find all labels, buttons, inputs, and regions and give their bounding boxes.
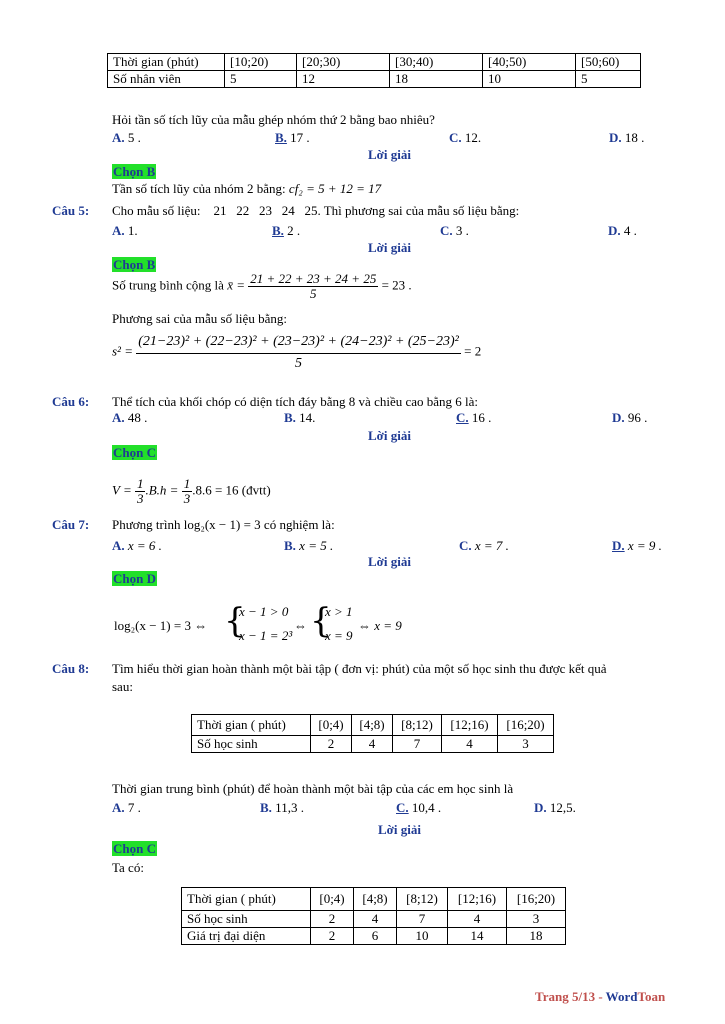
table-cell: 18 xyxy=(507,928,566,945)
question-text: Phương trình log₂(x − 1) = 3 có nghiệm là: xyxy=(112,517,335,532)
answer-choice: Chọn D xyxy=(113,571,156,586)
question-text: sau: xyxy=(112,679,133,694)
answer-choice: Chọn B xyxy=(113,257,156,272)
option-b: B. 11,3 . xyxy=(260,800,304,815)
time-table-with-midpoints xyxy=(181,887,566,945)
question-text: Thời gian trung bình (phút) để hoàn thành một bài tập của các em học sinh là xyxy=(112,781,514,796)
table-cell: 18 xyxy=(390,71,483,88)
volume-formula: V = $\frac{1}{3}$ .B.h = $\frac{1}{3}$ .8.6 = 16 (đvtt) xyxy=(112,476,271,506)
mean-formula: Số trung bình cộng là x̄ = $\frac{21 + 22 + 23 + 24 + 25}{5}$ = 23 . xyxy=(112,271,412,301)
table-cell: 3 xyxy=(498,736,554,753)
system-line: x = 9 xyxy=(325,628,353,643)
question-text: Thể tích của khối chóp có diện tích đáy bằng 8 và chiều cao bằng 6 là: xyxy=(112,394,479,409)
final-answer: ⇔ x = 9 xyxy=(358,618,402,633)
option-c: C. 3 . xyxy=(440,223,469,238)
table-cell: 2 xyxy=(311,928,354,945)
log-equation: log₂(x − 1) = 3 ⇔ xyxy=(114,618,208,633)
table-cell: [50;60) xyxy=(576,54,641,71)
table-cell: [16;20) xyxy=(498,715,554,736)
question-label: Câu 6: xyxy=(52,394,90,409)
solution-heading: Lời giải xyxy=(368,554,411,569)
table-cell: 2 xyxy=(311,736,352,753)
option-b: B. 2 . xyxy=(272,223,301,238)
system-line: x − 1 = 2³ xyxy=(239,628,293,643)
table-cell: [12;16) xyxy=(442,715,498,736)
table-cell: 6 xyxy=(354,928,397,945)
table-cell: [16;20) xyxy=(507,888,566,911)
table-cell: [20;30) xyxy=(297,54,390,71)
option-a: A. 48 . xyxy=(112,410,148,425)
solution-heading: Lời giải xyxy=(368,240,411,255)
table-cell: [10;20) xyxy=(225,54,297,71)
table-row xyxy=(182,928,566,945)
variance-text: Phương sai của mẫu số liệu bằng: xyxy=(112,311,287,326)
option-b: B. x = 5 . xyxy=(284,538,334,553)
table-header-cell: Thời gian ( phút) xyxy=(192,715,311,736)
table-row xyxy=(192,736,554,753)
option-b: B. 14. xyxy=(284,410,316,425)
table-row xyxy=(108,71,641,88)
frequency-table xyxy=(107,53,641,88)
answer-choice: Chọn C xyxy=(113,841,156,856)
table-header-cell: Số học sinh xyxy=(182,911,311,928)
equivalence-arrow: ⇔ xyxy=(294,618,307,633)
system-line: x > 1 xyxy=(325,604,353,619)
question-text: Hỏi tần số tích lũy của mẫu ghép nhóm thứ 2 bằng bao nhiêu? xyxy=(112,112,435,127)
table-cell: [8;12) xyxy=(393,715,442,736)
table-header-cell: Số học sinh xyxy=(192,736,311,753)
table-cell: 4 xyxy=(352,736,393,753)
table-cell: [4;8) xyxy=(352,715,393,736)
time-table xyxy=(191,714,554,753)
table-row xyxy=(182,888,566,911)
system-line: x − 1 > 0 xyxy=(239,604,289,619)
table-row xyxy=(182,911,566,928)
option-d: D. 96 . xyxy=(612,410,648,425)
answer-choice: Chọn C xyxy=(113,445,156,460)
option-d: D. x = 9 . xyxy=(612,538,662,553)
table-header-cell: Giá trị đại diện xyxy=(182,928,311,945)
table-cell: 12 xyxy=(297,71,390,88)
question-label: Câu 5: xyxy=(52,203,90,218)
solution-heading: Lời giải xyxy=(378,822,421,837)
option-d: D. 12,5. xyxy=(534,800,576,815)
table-cell: [0;4) xyxy=(311,715,352,736)
solution-heading: Lời giải xyxy=(368,147,411,162)
table-cell: [8;12) xyxy=(397,888,448,911)
solution-text: Tần số tích lũy của nhóm 2 bằng: cf₂ = 5 + 12 = 17 xyxy=(112,181,382,196)
table-cell: 7 xyxy=(397,911,448,928)
option-c: C. x = 7 . xyxy=(459,538,509,553)
option-d: D. 4 . xyxy=(608,223,637,238)
table-cell: 4 xyxy=(448,911,507,928)
variance-formula: s² = $\frac{\text{(21−23)² + (22−23)² + (23−23)² + (24−23)² + (25−23)²}}{5}$ = 2 xyxy=(112,331,481,374)
option-a: A. 1. xyxy=(112,223,138,238)
table-row xyxy=(108,54,641,71)
answer-choice: Chọn B xyxy=(113,164,156,179)
table-cell: 3 xyxy=(507,911,566,928)
page-footer: Trang 5/13 - WordToan xyxy=(535,989,666,1004)
table-cell: 14 xyxy=(448,928,507,945)
table-header-cell: Số nhân viên xyxy=(108,71,225,88)
option-a: A. 5 . xyxy=(112,130,141,145)
table-cell: 7 xyxy=(393,736,442,753)
table-cell: 5 xyxy=(225,71,297,88)
brace: { xyxy=(224,601,246,641)
option-b: B. 17 . xyxy=(275,130,310,145)
table-cell: 5 xyxy=(576,71,641,88)
table-cell: 10 xyxy=(483,71,576,88)
table-cell: [0;4) xyxy=(311,888,354,911)
table-header-cell: Thời gian ( phút) xyxy=(182,888,311,911)
table-cell: [12;16) xyxy=(448,888,507,911)
table-cell: [40;50) xyxy=(483,54,576,71)
table-cell: 4 xyxy=(442,736,498,753)
table-cell: [4;8) xyxy=(354,888,397,911)
option-c: C. 16 . xyxy=(456,410,492,425)
option-c: C. 12. xyxy=(449,130,482,145)
question-text: Cho mẫu số liệu: 21 22 23 24 25. Thì phương sai của mẫu số liệu bằng: xyxy=(112,203,520,218)
solution-heading: Lời giải xyxy=(368,428,411,443)
option-a: A. x = 6 . xyxy=(112,538,162,553)
question-label: Câu 7: xyxy=(52,517,90,532)
table-cell: 2 xyxy=(311,911,354,928)
option-d: D. 18 . xyxy=(609,130,645,145)
question-text: Tìm hiểu thời gian hoàn thành một bài tập ( đơn vị: phút) của một số học sinh thu được kết quả xyxy=(112,661,607,676)
table-cell: [30;40) xyxy=(390,54,483,71)
table-cell: 10 xyxy=(397,928,448,945)
table-cell: 4 xyxy=(354,911,397,928)
brace: { xyxy=(310,601,332,641)
solution-text: Ta có: xyxy=(112,860,144,875)
option-a: A. 7 . xyxy=(112,800,141,815)
table-header-cell: Thời gian (phút) xyxy=(108,54,225,71)
table-row xyxy=(192,715,554,736)
option-c: C. 10,4 . xyxy=(396,800,442,815)
question-label: Câu 8: xyxy=(52,661,90,676)
